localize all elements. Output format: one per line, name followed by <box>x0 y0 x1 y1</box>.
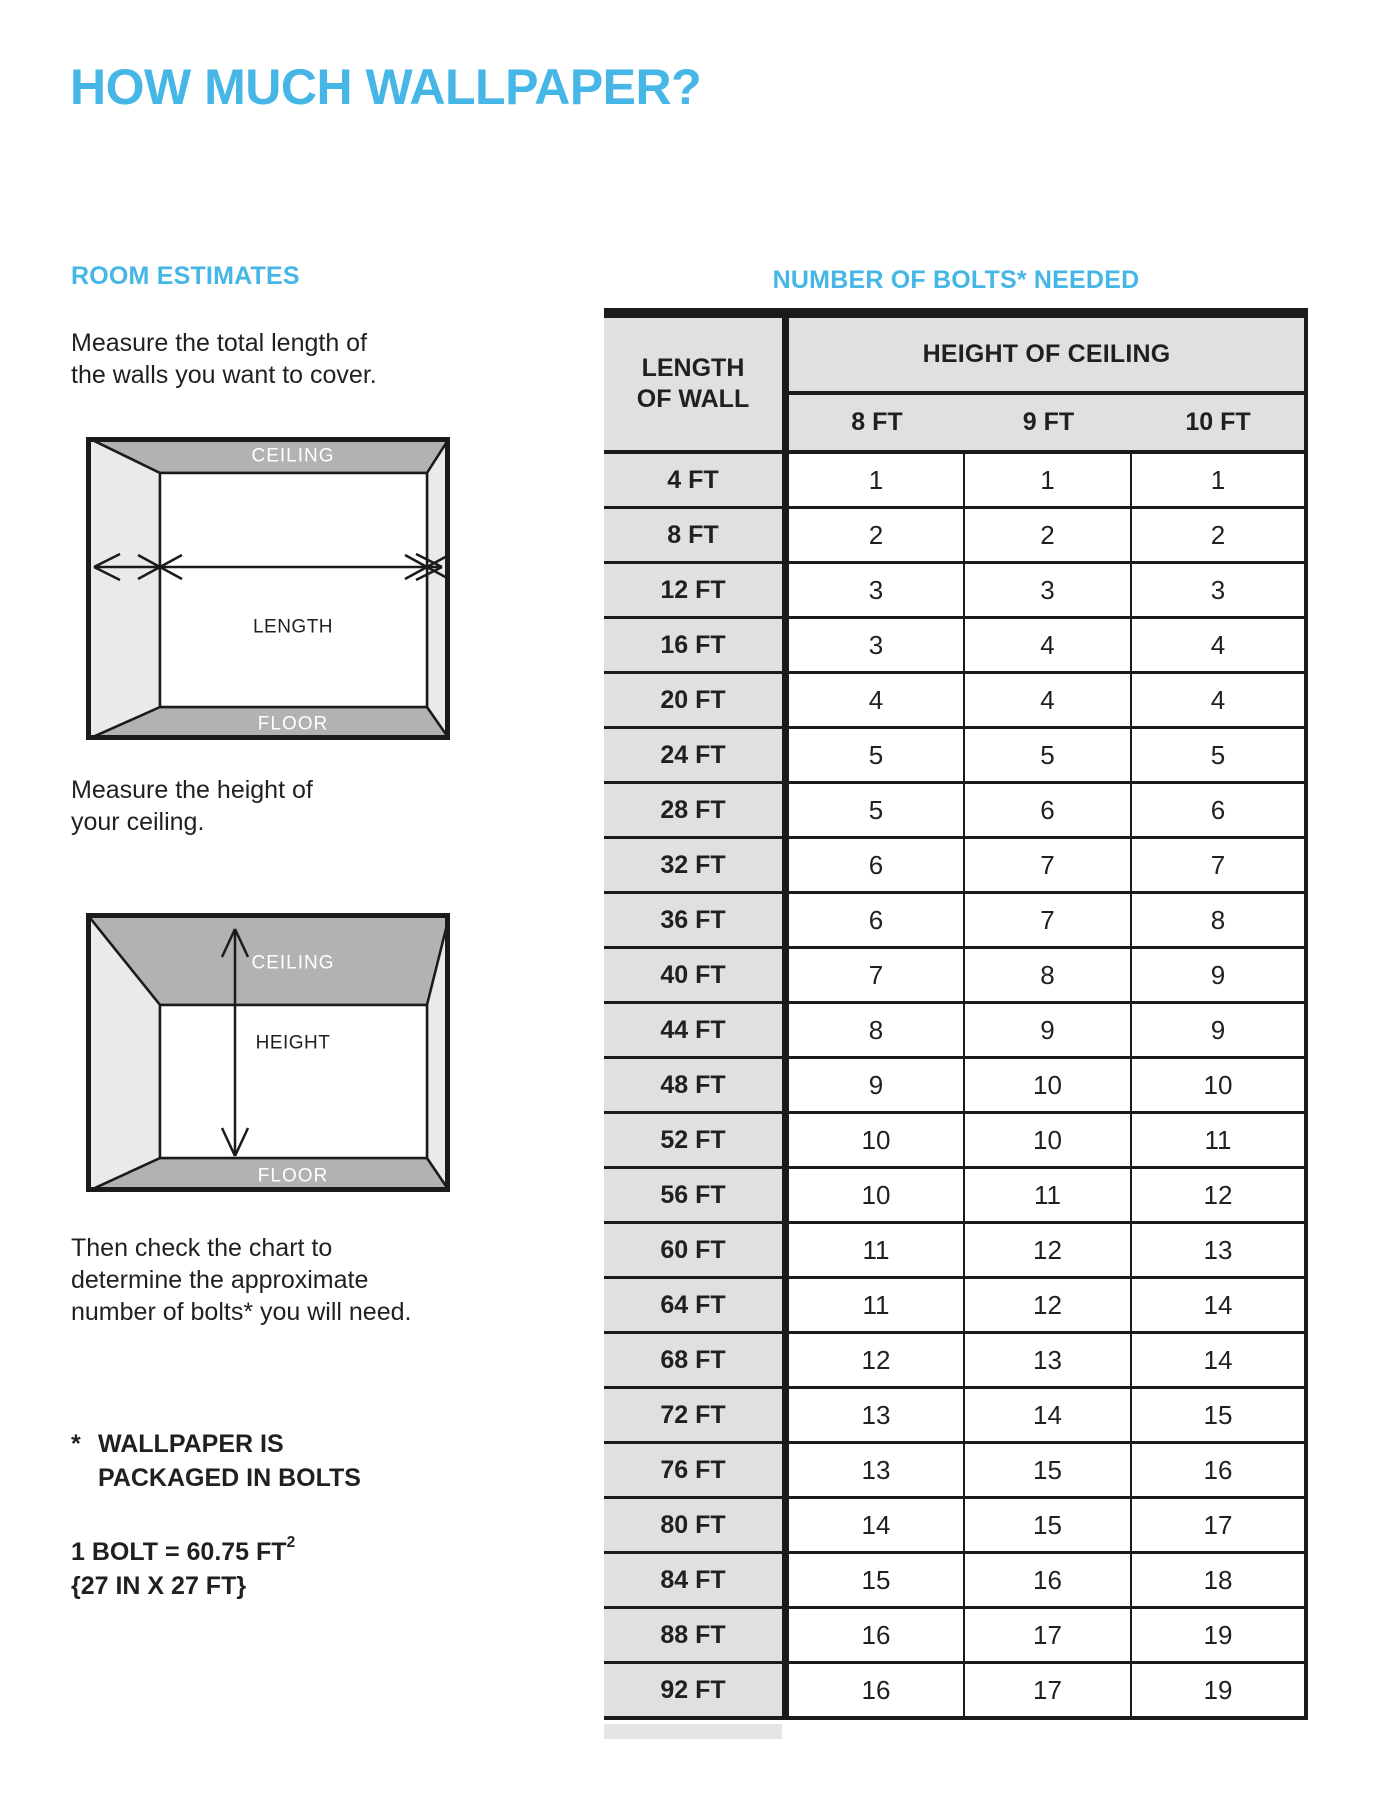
bolt-table-rows <box>604 454 1304 1716</box>
table-row <box>604 564 1304 619</box>
paragraph-line: the walls you want to cover. <box>71 361 377 389</box>
footnote-line: WALLPAPER IS <box>98 1430 284 1458</box>
bolt-count-cell: 17 <box>963 1609 1130 1661</box>
bolt-count-cell: 6 <box>963 784 1130 836</box>
footnote-line: PACKAGED IN BOLTS <box>98 1464 361 1492</box>
back-wall <box>160 473 427 707</box>
bolt-count-cell: 6 <box>789 894 963 946</box>
table-row <box>604 1444 1304 1499</box>
table-row <box>604 1169 1304 1224</box>
bolt-count-cell: 14 <box>1130 1279 1304 1331</box>
table-row <box>604 1554 1304 1609</box>
bolt-count-cell: 9 <box>963 1004 1130 1056</box>
bolts-needed-table <box>604 308 1308 1720</box>
column-group-header-height-of-ceiling: HEIGHT OF CEILING <box>789 318 1304 391</box>
bolt-count-cell: 1 <box>789 454 963 506</box>
column-header-8ft: 8 FT <box>851 408 903 436</box>
column-header-9ft: 9 FT <box>1022 408 1075 436</box>
bolt-count-cell: 15 <box>963 1499 1130 1551</box>
table-row <box>604 509 1304 564</box>
bolt-count-cell: 7 <box>963 894 1130 946</box>
bolt-count-cell: 12 <box>789 1334 963 1386</box>
bolt-count-cell: 3 <box>1130 564 1304 616</box>
bolt-count-cell: 16 <box>789 1609 963 1661</box>
bolt-count-cell: 3 <box>789 564 963 616</box>
row-label-cell: 12 FT <box>604 564 789 616</box>
bolt-count-cell: 14 <box>963 1389 1130 1441</box>
bolt-count-cell: 11 <box>963 1169 1130 1221</box>
table-row <box>604 1059 1304 1114</box>
table-row <box>604 1334 1304 1389</box>
row-label-cell: 56 FT <box>604 1169 789 1221</box>
footnote-asterisk: * <box>71 1430 81 1458</box>
row-label-cell: 84 FT <box>604 1554 789 1606</box>
paragraph-measure-height <box>71 774 313 838</box>
column-header-length-of-wall: LENGTH OF WALL <box>604 318 789 450</box>
bolt-count-cell: 17 <box>1130 1499 1304 1551</box>
bolt-count-cell: 19 <box>1130 1609 1304 1661</box>
table-row <box>604 949 1304 1004</box>
row-label-cell: 32 FT <box>604 839 789 891</box>
bolt-count-cell: 14 <box>789 1499 963 1551</box>
bolt-count-cell: 10 <box>789 1169 963 1221</box>
back-wall <box>160 1005 427 1158</box>
row-label-cell: 64 FT <box>604 1279 789 1331</box>
table-row <box>604 1499 1304 1554</box>
table-row <box>604 1389 1304 1444</box>
bolt-count-cell: 4 <box>1130 674 1304 726</box>
bolt-count-cell: 17 <box>963 1664 1130 1716</box>
bolt-count-cell: 13 <box>789 1389 963 1441</box>
table-row <box>604 1609 1304 1664</box>
bolt-count-cell: 4 <box>789 674 963 726</box>
row-label-cell: 48 FT <box>604 1059 789 1111</box>
table-row <box>604 619 1304 674</box>
bolt-count-cell: 10 <box>1130 1059 1304 1111</box>
bolt-count-cell: 13 <box>789 1444 963 1496</box>
superscript-2: 2 <box>286 1534 296 1551</box>
floor-label: FLOOR <box>257 713 329 735</box>
paragraph-line: Measure the height of <box>71 776 313 804</box>
page-title: HOW MUCH WALLPAPER? <box>70 59 702 115</box>
row-label-cell: 52 FT <box>604 1114 789 1166</box>
bolt-count-cell: 3 <box>963 564 1130 616</box>
bolt-count-cell: 15 <box>963 1444 1130 1496</box>
bolt-count-cell: 10 <box>789 1114 963 1166</box>
row-label-cell: 92 FT <box>604 1664 789 1716</box>
bolt-count-cell: 7 <box>963 839 1130 891</box>
row-label-cell: 68 FT <box>604 1334 789 1386</box>
table-row <box>604 454 1304 509</box>
bolt-count-cell: 2 <box>1130 509 1304 561</box>
section-heading-room-estimates: ROOM ESTIMATES <box>71 262 300 290</box>
bolt-count-cell: 9 <box>1130 949 1304 1001</box>
bolt-count-cell: 8 <box>963 949 1130 1001</box>
row-label-cell: 20 FT <box>604 674 789 726</box>
table-row <box>604 839 1304 894</box>
table-row <box>604 1279 1304 1334</box>
row-label-cell: 36 FT <box>604 894 789 946</box>
bolt-count-cell: 7 <box>789 949 963 1001</box>
bolt-count-cell: 4 <box>963 619 1130 671</box>
bolt-count-cell: 2 <box>789 509 963 561</box>
paragraph-measure-length <box>71 327 377 391</box>
height-label: HEIGHT <box>255 1032 331 1054</box>
ceiling-label: CEILING <box>251 952 335 974</box>
bolt-count-cell: 10 <box>963 1114 1130 1166</box>
bolt-count-cell: 16 <box>1130 1444 1304 1496</box>
table-row <box>604 1114 1304 1169</box>
bolt-count-cell: 2 <box>963 509 1130 561</box>
bolt-count-cell: 11 <box>1130 1114 1304 1166</box>
row-label-cell: 60 FT <box>604 1224 789 1276</box>
bolt-count-cell: 13 <box>1130 1224 1304 1276</box>
bolts-footnote <box>71 1427 361 1495</box>
bolt-count-cell: 5 <box>789 784 963 836</box>
bolt-count-cell: 4 <box>963 674 1130 726</box>
bolt-count-cell: 7 <box>1130 839 1304 891</box>
paragraph-line: number of bolts* you will need. <box>71 1298 412 1326</box>
paragraph-line: your ceiling. <box>71 808 205 836</box>
bolt-count-cell: 4 <box>1130 619 1304 671</box>
bolt-count-cell: 10 <box>963 1059 1130 1111</box>
bolt-dimensions-line: {27 IN X 27 FT} <box>71 1571 247 1600</box>
bolt-count-cell: 13 <box>963 1334 1130 1386</box>
paragraph-check-chart <box>71 1232 411 1328</box>
bolt-count-cell: 9 <box>789 1059 963 1111</box>
section-heading-bolts-needed: NUMBER OF BOLTS* NEEDED <box>772 266 1140 294</box>
bolt-count-cell: 8 <box>1130 894 1304 946</box>
bolt-count-cell: 5 <box>789 729 963 781</box>
table-gray-stub <box>604 1724 782 1739</box>
bolt-count-cell: 11 <box>789 1224 963 1276</box>
table-row <box>604 729 1304 784</box>
row-label-cell: 8 FT <box>604 509 789 561</box>
bolt-count-cell: 5 <box>1130 729 1304 781</box>
column-header-10ft: 10 FT <box>1185 408 1251 436</box>
room-length-diagram <box>86 437 450 740</box>
bolt-count-cell: 6 <box>1130 784 1304 836</box>
bolt-count-cell: 12 <box>963 1224 1130 1276</box>
table-header <box>604 318 1304 450</box>
bolt-count-cell: 18 <box>1130 1554 1304 1606</box>
bolt-count-cell: 1 <box>1130 454 1304 506</box>
table-row <box>604 784 1304 839</box>
table-row <box>604 1664 1304 1716</box>
row-label-cell: 44 FT <box>604 1004 789 1056</box>
table-row <box>604 894 1304 949</box>
bolt-count-cell: 6 <box>789 839 963 891</box>
bolt-count-cell: 3 <box>789 619 963 671</box>
bolt-count-cell: 15 <box>789 1554 963 1606</box>
row-label-cell: 80 FT <box>604 1499 789 1551</box>
table-top-bar <box>604 308 1304 318</box>
row-label-cell: 88 FT <box>604 1609 789 1661</box>
bolt-size-info <box>71 1526 295 1603</box>
row-label-cell: 72 FT <box>604 1389 789 1441</box>
length-label: LENGTH <box>252 616 334 638</box>
bolt-count-cell: 5 <box>963 729 1130 781</box>
paragraph-line: Then check the chart to <box>71 1234 333 1262</box>
bolt-count-cell: 16 <box>963 1554 1130 1606</box>
row-label-cell: 16 FT <box>604 619 789 671</box>
bolt-count-cell: 1 <box>963 454 1130 506</box>
paragraph-line: Measure the total length of <box>71 329 368 357</box>
ceiling-label: CEILING <box>251 445 335 467</box>
bolt-count-cell: 16 <box>789 1664 963 1716</box>
bolt-count-cell: 15 <box>1130 1389 1304 1441</box>
bolt-count-cell: 12 <box>963 1279 1130 1331</box>
bolt-equation-line: 1 BOLT = 60.75 $FT^2$ <box>71 1534 296 1566</box>
row-label-cell: 24 FT <box>604 729 789 781</box>
bolt-count-cell: 8 <box>789 1004 963 1056</box>
floor-label: FLOOR <box>257 1165 329 1187</box>
bolt-count-cell: 9 <box>1130 1004 1304 1056</box>
row-label-cell: 40 FT <box>604 949 789 1001</box>
paragraph-line: determine the approximate <box>71 1266 369 1294</box>
bolt-count-cell: 11 <box>789 1279 963 1331</box>
bolt-count-cell: 12 <box>1130 1169 1304 1221</box>
ceiling-height-subheader-row <box>789 395 1304 450</box>
table-row <box>604 1004 1304 1059</box>
row-label-cell: 4 FT <box>604 454 789 506</box>
room-height-diagram <box>86 913 450 1192</box>
table-row <box>604 674 1304 729</box>
bolt-count-cell: 14 <box>1130 1334 1304 1386</box>
bolt-count-cell: 19 <box>1130 1664 1304 1716</box>
table-row <box>604 1224 1304 1279</box>
left-wall <box>86 437 160 740</box>
row-label-cell: 76 FT <box>604 1444 789 1496</box>
row-label-cell: 28 FT <box>604 784 789 836</box>
